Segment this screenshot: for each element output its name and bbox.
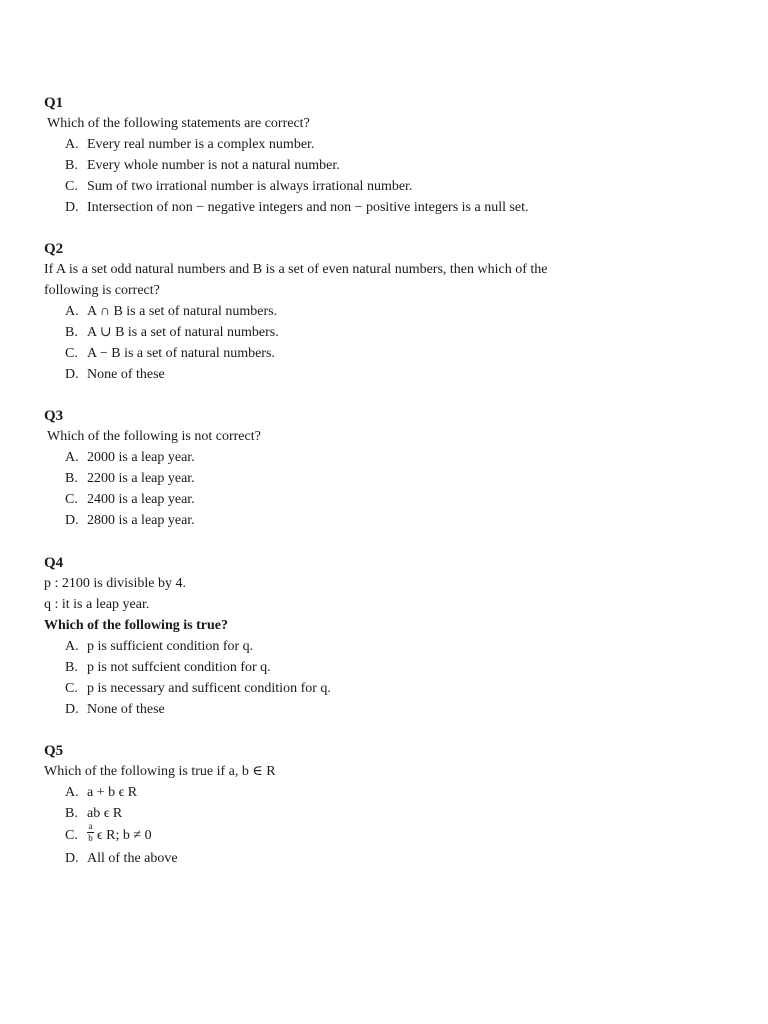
option-letter: B.	[65, 158, 78, 173]
option-letter: D.	[65, 367, 79, 382]
option-text: 2800 is a leap year.	[87, 513, 195, 528]
option-c	[44, 489, 684, 510]
option-c	[44, 821, 684, 848]
option-text: Every real number is a complex number.	[87, 137, 315, 152]
option-text: p is not suffcient condition for q.	[87, 660, 271, 675]
option-d	[44, 364, 684, 385]
fraction-denominator: b	[88, 833, 93, 843]
option-letter: A.	[65, 304, 79, 319]
option-letter: C.	[65, 681, 78, 696]
option-c	[44, 176, 684, 197]
question-4	[44, 553, 684, 720]
option-d	[44, 510, 684, 531]
question-stem: Which of the following is true if a, b ∈ R	[44, 764, 276, 779]
question-number: Q4	[44, 555, 64, 571]
option-text: None of these	[87, 367, 165, 382]
option-letter: C.	[65, 492, 78, 507]
option-b	[44, 468, 684, 489]
option-letter: A.	[65, 137, 79, 152]
option-letter: D.	[65, 200, 79, 215]
option-letter: B.	[65, 806, 78, 821]
option-text: A ∩ B is a set of natural numbers.	[87, 304, 278, 319]
option-c	[44, 678, 684, 699]
option-text: 2000 is a leap year.	[87, 450, 195, 465]
option-letter: D.	[65, 851, 79, 866]
fraction	[87, 822, 94, 846]
option-letter: B.	[65, 325, 78, 340]
option-letter: A.	[65, 785, 79, 800]
option-list	[44, 447, 684, 531]
option-letter: D.	[65, 513, 79, 528]
option-text: 2400 is a leap year.	[87, 492, 195, 507]
question-stem: If A is a set odd natural numbers and B is a set of even natural numbers, then which of the	[44, 262, 548, 277]
option-letter: C.	[65, 179, 78, 194]
option-d	[44, 699, 684, 720]
question-3	[44, 406, 684, 531]
option-text: A ∪ B is a set of natural numbers.	[87, 325, 279, 340]
option-b	[44, 155, 684, 176]
option-text: p is sufficient condition for q.	[87, 639, 254, 654]
option-letter: A.	[65, 450, 79, 465]
option-text: All of the above	[87, 851, 178, 866]
option-d	[44, 848, 684, 869]
option-text: ab ϵ R	[87, 806, 123, 821]
question-stem: Which of the following is true?	[44, 618, 228, 633]
option-b	[44, 657, 684, 678]
option-text: Intersection of non − negative integers and non − positive integers is a null set.	[87, 200, 529, 215]
option-d	[44, 197, 684, 218]
question-number: Q1	[44, 95, 64, 111]
option-a	[44, 134, 684, 155]
option-list	[44, 301, 684, 385]
option-a	[44, 447, 684, 468]
option-a	[44, 636, 684, 657]
question-2	[44, 239, 684, 385]
option-letter: C.	[65, 828, 78, 843]
option-letter: B.	[65, 471, 78, 486]
option-b	[44, 322, 684, 343]
question-number: Q5	[44, 743, 64, 759]
question-5	[44, 741, 684, 869]
option-letter: D.	[65, 702, 79, 717]
option-a	[44, 782, 684, 803]
option-a	[44, 301, 684, 322]
option-list	[44, 636, 684, 720]
option-text: A − B is a set of natural numbers.	[87, 346, 275, 361]
option-text: a + b ϵ R	[87, 785, 138, 800]
option-text: ϵ R; b ≠ 0	[97, 828, 152, 843]
fraction-numerator: a	[88, 821, 93, 831]
option-letter: A.	[65, 639, 79, 654]
question-stem: Which of the following is not correct?	[47, 429, 261, 444]
question-stem: Which of the following statements are correct?	[47, 116, 310, 131]
option-b	[44, 803, 684, 824]
question-number: Q2	[44, 241, 64, 257]
option-text: Every whole number is not a natural number.	[87, 158, 340, 173]
option-letter: B.	[65, 660, 78, 675]
question-number: Q3	[44, 408, 64, 424]
option-list	[44, 134, 684, 218]
option-text: None of these	[87, 702, 165, 717]
option-letter: C.	[65, 346, 78, 361]
option-list	[44, 782, 684, 869]
option-text: p is necessary and sufficent condition for q.	[87, 681, 331, 696]
question-1	[44, 93, 684, 218]
option-text: Sum of two irrational number is always irrational number.	[87, 179, 413, 194]
statement-q: q : it is a leap year.	[44, 597, 150, 612]
option-c	[44, 343, 684, 364]
statement-p: p : 2100 is divisible by 4.	[44, 576, 186, 591]
question-stem-continued: following is correct?	[44, 283, 160, 298]
option-text: 2200 is a leap year.	[87, 471, 195, 486]
